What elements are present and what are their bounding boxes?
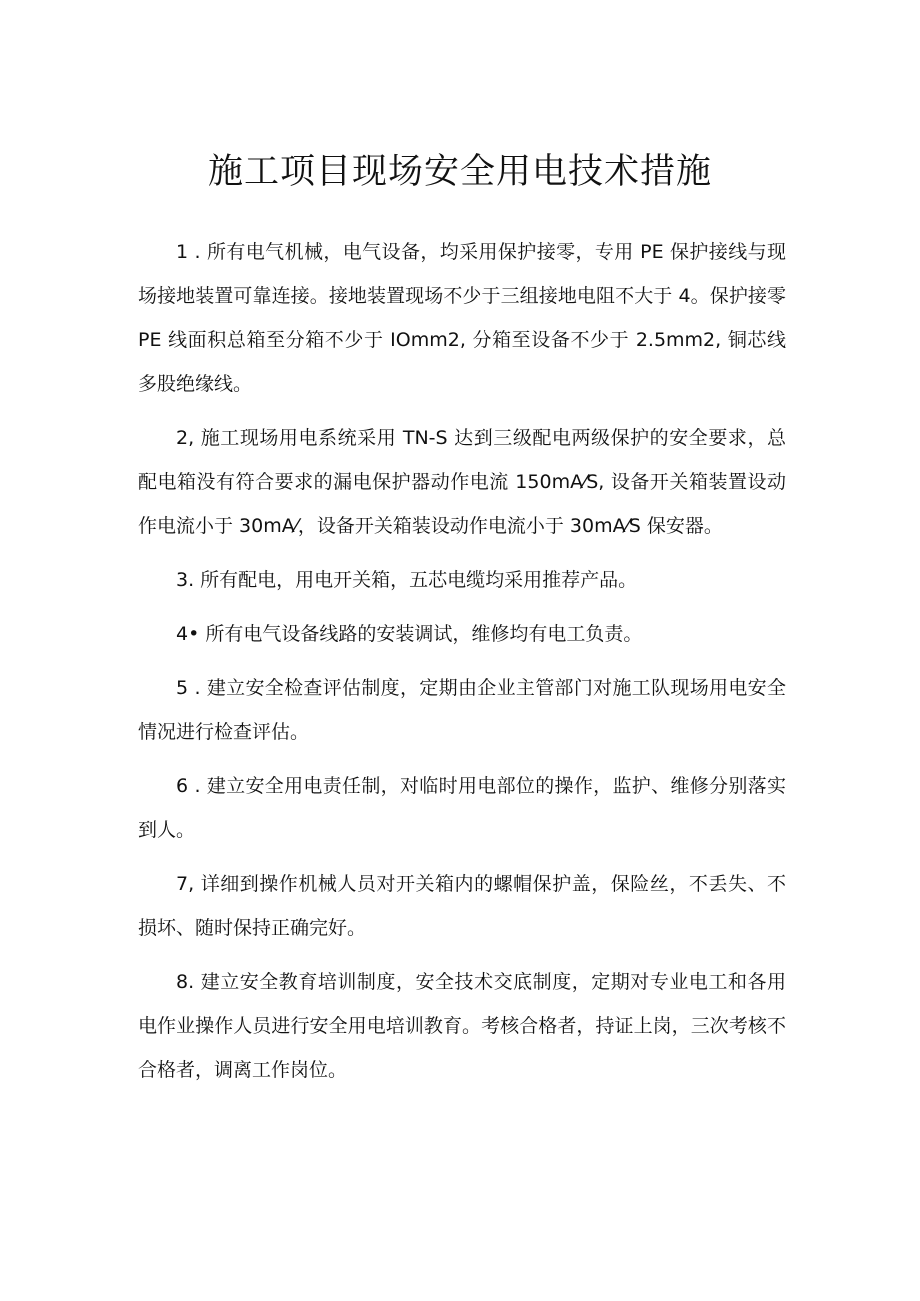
paragraph-7: 7, 详细到操作机械人员对开关箱内的螺帽保护盖，保险丝，不丢失、不损坏、随时保持正确完好。 <box>138 873 786 939</box>
paragraph-8: 8. 建立安全教育培训制度，安全技术交底制度，定期对专业电工和各用电作业操作人员进行安全用电培训教育。考核合格者，持证上岗，三次考核不合格者，调离工作岗位。 <box>138 971 786 1081</box>
paragraph-1: 1 . 所有电气机械，电气设备，均采用保护接零，专用 PE 保护接线与现场接地装置可靠连接。接地装置现场不少于三组接地电阻不大于 4。保护接零 PE 线面积总箱至分箱不少于 IOmm2, 分箱至设备不少于 2.5mm2, 铜芯线多股绝缘线。 <box>138 241 786 395</box>
paragraph-6: 6 . 建立安全用电责任制，对临时用电部位的操作，监护、维修分别落实到人。 <box>138 775 786 841</box>
paragraph-5: 5 . 建立安全检查评估制度，定期由企业主管部门对施工队现场用电安全情况进行检查评估。 <box>138 677 786 743</box>
paragraph-2: 2, 施工现场用电系统采用 TN-S 达到三级配电两级保护的安全要求，总配电箱没有符合要求的漏电保护器动作电流 150mA⁄S, 设备开关箱装置设动作电流小于 30mA⁄，设备开关箱装设动作电流小于 30mA⁄S 保安器。 <box>138 427 786 537</box>
document-body <box>138 230 786 1102</box>
paragraph-4: 4• 所有电气设备线路的安装调试，维修均有电工负责。 <box>176 623 643 645</box>
page-title: 施工项目现场安全用电技术措施 <box>207 152 712 192</box>
paragraph-3: 3. 所有配电，用电开关箱，五芯电缆均采用推荐产品。 <box>176 569 638 591</box>
